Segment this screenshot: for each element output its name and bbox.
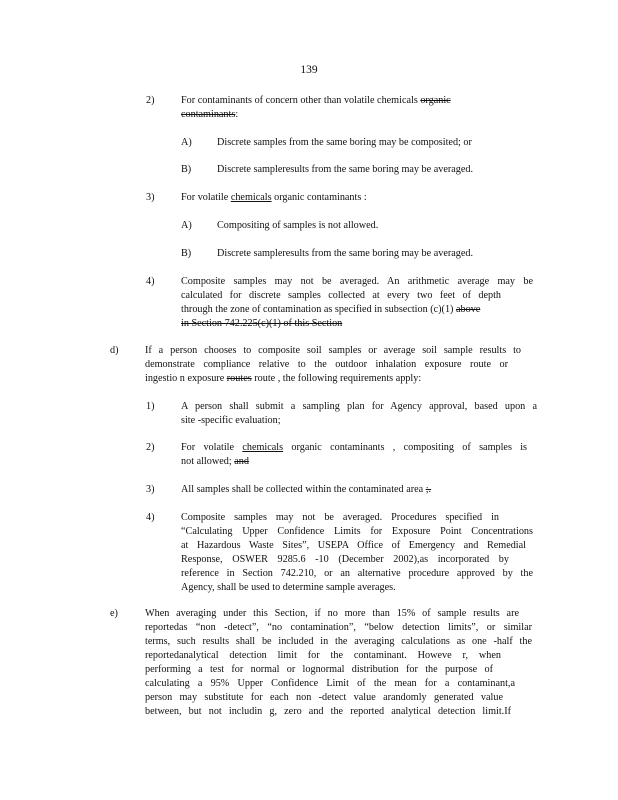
item-2b-label: B)	[181, 164, 192, 175]
item-2-line-1: For contaminants of concern other than volatile chemicals organic	[181, 95, 451, 106]
item-4-label: 4)	[146, 276, 155, 287]
struck-section-reference: in Section 742.225(c)(1) of this Section	[181, 318, 343, 329]
item-d2-text: For volatile chemicals organic contaminants , compositing of samples is not allowed; and	[181, 442, 528, 467]
item-2a-text: Discrete samples from the same boring may be composited; or	[217, 137, 472, 148]
item-d3-label: 3)	[146, 484, 155, 495]
item-4-text: Composite samples may not be averaged. An arithmetic average may be calculated for discrete samples collected at every two feet of depth through the zone of contamination as specified in subsection (c)(1) above in Section 742.225(c)(1) of this Section	[181, 276, 533, 329]
item-d-text: If a person chooses to composite soil samples or average soil sample results to demonstrate compliance relative to the outdoor inhalation exposure route or ingestio n exposure routes route , the following requirements apply:	[145, 345, 521, 384]
item-2-label: 2)	[146, 95, 155, 106]
item-e-label: e)	[110, 608, 118, 619]
item-3a-label: A)	[181, 220, 192, 231]
item-d4-text: Composite samples may not be averaged. Procedures specified in “Calculating Upper Confidence Limits for Exposure Point Concentrations at Hazardous Waste Sites”, USEPA Office of Emergency and Remedial Response, OSWER 9285.6 -10 (December 2002),as incorporated by reference in Section 742.210, or an alternative procedure approved by the Agency, shall be used to determine sample averages.	[181, 512, 533, 593]
item-d1-text: A person shall submit a sampling plan for Agency approval, based upon a site -specific evaluation;	[181, 401, 537, 426]
item-d-label: d)	[110, 345, 119, 356]
item-3b-text: Discrete sampleresults from the same boring may be averaged.	[217, 248, 474, 259]
struck-organic: organic	[420, 95, 451, 106]
underlined-chemicals: chemicals	[230, 192, 272, 203]
item-3b-label: B)	[181, 248, 192, 259]
item-d4-label: 4)	[146, 512, 155, 523]
item-d2-label: 2)	[146, 442, 155, 453]
struck-routes: routes	[226, 373, 252, 384]
item-3a-text: Compositing of samples is not allowed.	[217, 220, 379, 231]
item-2a-label: A)	[181, 137, 192, 148]
item-e-text: When averaging under this Section, if no more than 15% of sample results are reportedas “non -detect”, “no contamination”, “below detection limits”, or similar terms, such results shall be included in the averaging calculations as one -half the reportedanalytical detection limit for the contaminant. Howeve r, when performing a test for normal or lognormal distribution for the purpose of calculating a 95% Upper Confidence Limit of the mean for a contaminant,a person may substitute for each non -detect value arandomly generated value between, but not includin g, zero and the reported analytical detection limit.If	[145, 608, 532, 717]
item-d1-label: 1)	[146, 401, 155, 412]
item-3-text: For volatile chemicals organic contaminants :	[181, 192, 367, 203]
item-d3-text: All samples shall be collected within the contaminated area ;.	[181, 484, 432, 495]
item-3-label: 3)	[146, 192, 155, 203]
struck-above: above	[455, 304, 481, 315]
struck-and: and	[234, 456, 249, 467]
item-2b-text: Discrete sampleresults from the same boring may be averaged.	[217, 164, 474, 175]
underlined-chemicals-2: chemicals	[242, 442, 284, 453]
page-number: 139	[300, 64, 318, 76]
struck-contaminants: contaminants	[181, 109, 236, 120]
item-2-text	[181, 94, 503, 122]
item-2-line-2: contaminants:	[181, 109, 239, 120]
